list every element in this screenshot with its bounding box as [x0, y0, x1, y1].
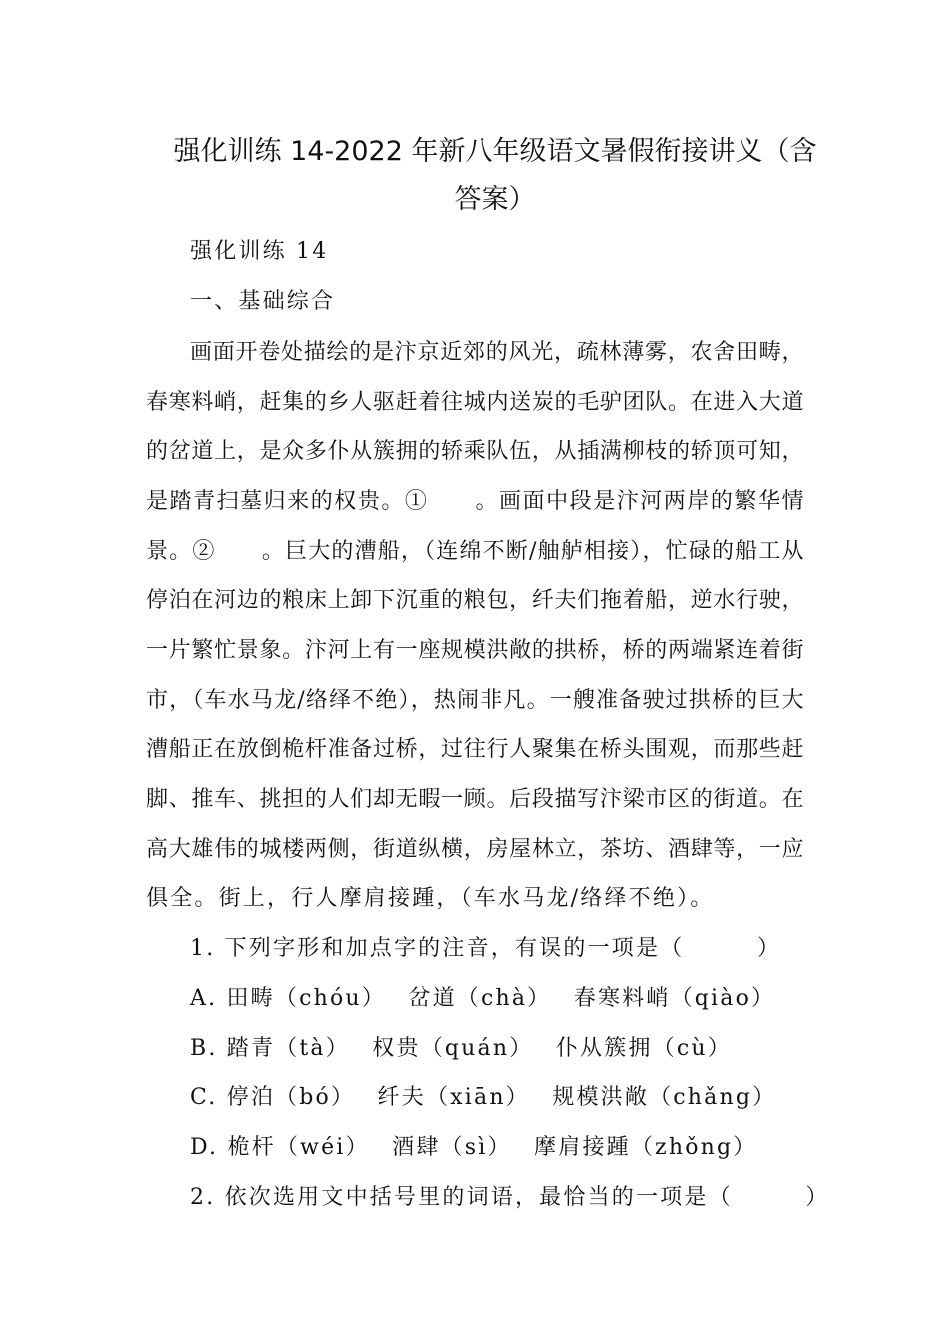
passage-line: 的岔道上，是众多仆从簇拥的轿乘队伍，从插满柳枝的轿顶可知， — [146, 439, 804, 464]
passage-line: 景。② 。巨大的漕船，（连绵不断/舳舻相接），忙碌的船工从 — [146, 539, 804, 564]
option-d: D. 桅杆（wéi） 酒肆（sì） 摩肩接踵（zhǒng） — [190, 1135, 758, 1160]
question-1: 1. 下列字形和加点字的注音，有误的一项是（ ） — [190, 936, 782, 961]
title-line-1: 强化训练 14-2022 年新八年级语文暑假衔接讲义（含 — [173, 136, 817, 167]
passage-line: 画面开卷处描绘的是汴京近郊的风光，疏林薄雾，农舍田畴， — [190, 340, 804, 365]
passage-line: 一片繁忙景象。汴河上有一座规模洪敞的拱桥，桥的两端紧连着街 — [146, 638, 804, 663]
passage-line: 漕船正在放倒桅杆准备过桥，过往行人聚集在桥头围观，而那些赶 — [146, 737, 804, 762]
passage-line: 停泊在河边的粮床上卸下沉重的粮包，纤夫们拖着船，逆水行驶， — [146, 588, 804, 613]
passage-line: 高大雄伟的城楼两侧，街道纵横，房屋林立，茶坊、酒肆等，一应 — [146, 837, 804, 862]
option-c: C. 停泊（bó） 纤夫（xiān） 规模洪敞（chǎng） — [190, 1085, 777, 1110]
question-2: 2. 依次选用文中括号里的词语，最恰当的一项是（ ） — [190, 1185, 830, 1210]
passage-line: 是踏青扫墓归来的权贵。① 。画面中段是汴河两岸的繁华情 — [146, 489, 804, 514]
document-title — [170, 128, 820, 224]
title-line-2: 答案） — [454, 184, 536, 215]
section-heading: 一、基础综合 — [190, 289, 336, 314]
passage-line: 春寒料峭，赶集的乡人驱赶着往城内送炭的毛驴团队。在进入大道 — [146, 390, 804, 415]
passage-line: 脚、推车、挑担的人们却无暇一顾。后段描写汴梁市区的街道。在 — [146, 787, 804, 812]
passage-line: 市，（车水马龙/络绎不绝），热闹非凡。一艘准备驶过拱桥的巨大 — [146, 688, 804, 713]
option-a: A. 田畴（chóu） 岔道（chà） 春寒料峭（qiào） — [190, 986, 776, 1011]
passage-line: 俱全。街上，行人摩肩接踵，（车水马龙/络绎不绝）。 — [146, 886, 715, 911]
option-b: B. 踏青（tà） 权贵（quán） 仆从簇拥（cù） — [190, 1036, 732, 1061]
subtitle: 强化训练 14 — [190, 239, 329, 264]
